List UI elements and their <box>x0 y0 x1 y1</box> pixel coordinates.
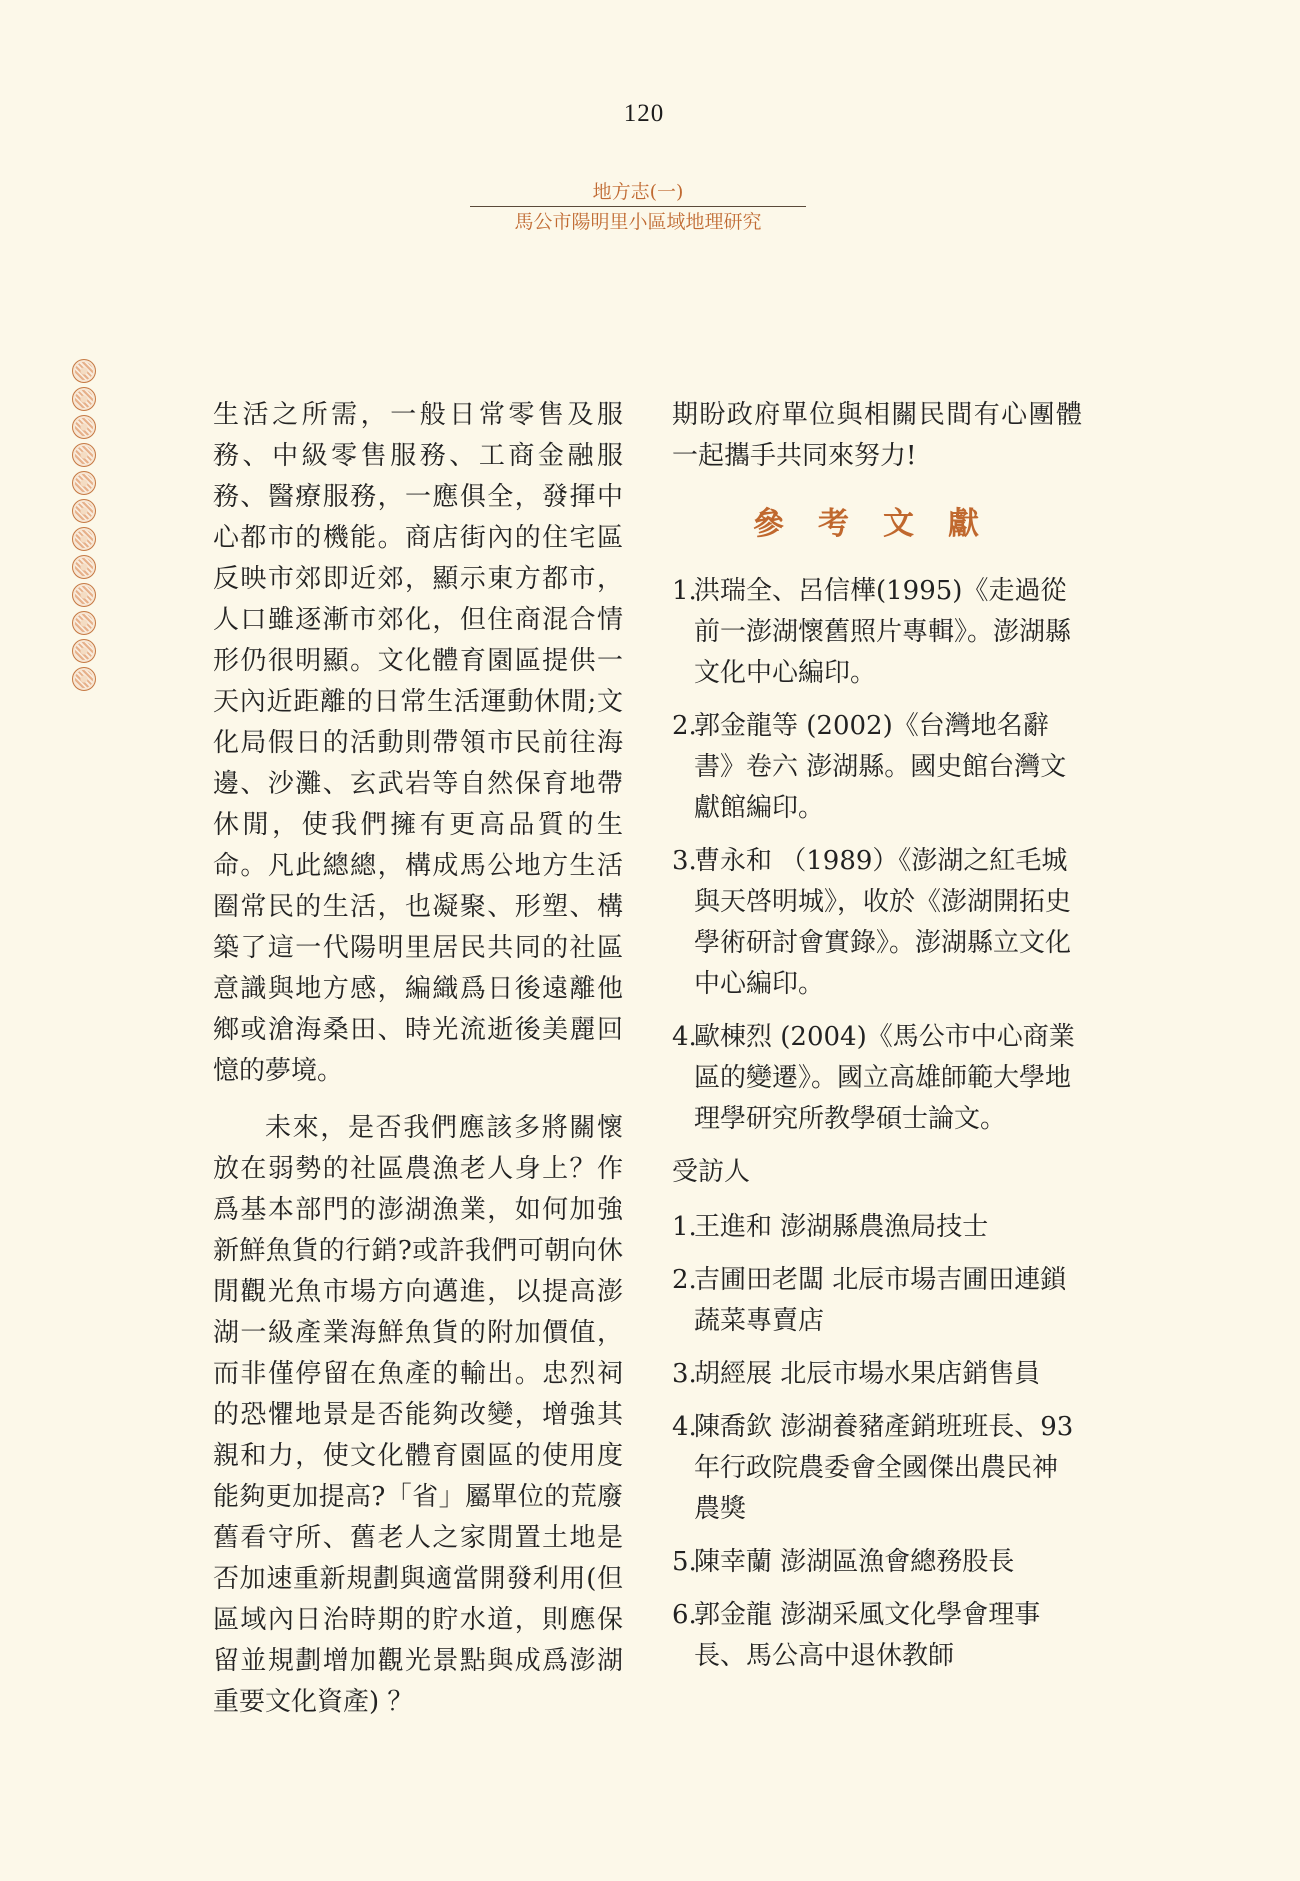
references-heading: 參考文獻 <box>753 506 1013 542</box>
body-paragraph-1: 生活之所需，一般日常零售及服務、中級零售服務、工商金融服務、醫療服務，一應俱全，發揮中心都市的機能。商店街內的住宅區反映市郊即近郊，顯示東方都市，人口雖逐漸市郊化，但住商混合情形仍很明顯。文化體育園區提供一天內近距離的日常生活運動休閒;文化局假日的活動則帶領市民前往海邊、沙灘、玄武岩等自然保育地帶休閒，使我們擁有更高品質的生命。凡此總總，構成馬公地方生活圈常民的生活，也凝聚、形塑、構築了這一代陽明里居民共同的社區意識與地方感，編織爲日後遠離他鄉或滄海桑田、時光流逝後美麗回憶的夢境。 <box>213 400 623 1086</box>
interviewee-number: 6. <box>672 1600 697 1630</box>
right-column <box>672 395 1082 1689</box>
interviewee-number: 2. <box>672 1265 697 1295</box>
decorative-coin-border <box>72 359 102 695</box>
interviewee-text: 吉圃田老闆 北辰市場吉圃田連鎖蔬菜專賣店 <box>694 1265 1067 1336</box>
ornament-coin-icon <box>72 555 96 579</box>
interviewee-number: 4. <box>672 1412 697 1442</box>
reference-text: 歐棟烈 (2004)《馬公市中心商業區的變遷》。國立高雄師範大學地理學研究所教學碩士論文。 <box>694 1022 1075 1134</box>
ornament-coin-icon <box>72 387 96 411</box>
interviewee-item <box>672 1542 1082 1583</box>
reference-number: 2. <box>672 711 697 741</box>
ornament-coin-icon <box>72 527 96 551</box>
reference-text: 曹永和 （1989）《澎湖之紅毛城與天啓明城》，收於《澎湖開拓史學術研討會實錄》。澎湖縣立文化中心編印。 <box>694 846 1072 999</box>
interviewee-text: 陳幸蘭 澎湖區漁會總務股長 <box>694 1547 1015 1577</box>
reference-item <box>672 1017 1082 1140</box>
reference-text: 郭金龍等 (2002)《台灣地名辭書》卷六 澎湖縣。國史館台灣文獻館編印。 <box>694 711 1067 823</box>
references-list <box>672 571 1082 1140</box>
reference-item <box>672 841 1082 1005</box>
ornament-coin-icon <box>72 359 96 383</box>
ornament-coin-icon <box>72 443 96 467</box>
reference-number: 4. <box>672 1022 697 1052</box>
interviewee-text: 胡經展 北辰市場水果店銷售員 <box>694 1359 1041 1389</box>
interviewee-number: 3. <box>672 1359 697 1389</box>
running-header <box>470 180 806 234</box>
ornament-coin-icon <box>72 415 96 439</box>
ornament-coin-icon <box>72 583 96 607</box>
left-column <box>213 395 623 1723</box>
interviewee-item <box>672 1260 1082 1342</box>
reference-text: 洪瑞全、呂信樺(1995)《走過從前一澎湖懷舊照片專輯》。澎湖縣文化中心編印。 <box>694 576 1072 688</box>
interviewee-text: 陳喬欽 澎湖養豬產銷班班長、93年行政院農委會全國傑出農民神農獎 <box>694 1412 1074 1524</box>
ornament-coin-icon <box>72 611 96 635</box>
interviewee-text: 王進和 澎湖縣農漁局技士 <box>694 1212 989 1242</box>
continuation-paragraph: 期盼政府單位與相關民間有心團體一起攜手共同來努力! <box>672 400 1082 471</box>
ornament-coin-icon <box>72 667 96 691</box>
interviewee-item <box>672 1407 1082 1530</box>
reference-number: 3. <box>672 846 697 876</box>
interviewees-list <box>672 1207 1082 1677</box>
interviewee-number: 5. <box>672 1547 697 1577</box>
header-rule <box>470 206 806 207</box>
reference-number: 1. <box>672 576 697 606</box>
reference-item <box>672 571 1082 694</box>
article-subtitle: 馬公市陽明里小區域地理研究 <box>514 211 762 233</box>
series-title: 地方志(一) <box>592 181 684 203</box>
interviewee-item <box>672 1595 1082 1677</box>
interviewee-item <box>672 1207 1082 1248</box>
interviewee-text: 郭金龍 澎湖采風文化學會理事長、馬公高中退休教師 <box>694 1600 1041 1671</box>
ornament-coin-icon <box>72 639 96 663</box>
ornament-coin-icon <box>72 499 96 523</box>
reference-item <box>672 706 1082 829</box>
interviewees-heading: 受訪人 <box>672 1157 751 1187</box>
ornament-coin-icon <box>72 471 96 495</box>
interviewee-item <box>672 1354 1082 1395</box>
body-paragraph-2: 未來，是否我們應該多將關懷放在弱勢的社區農漁老人身上？作爲基本部門的澎湖漁業，如何加強新鮮魚貨的行銷?或許我們可朝向休閒觀光魚市場方向邁進，以提高澎湖一級產業海鮮魚貨的附加價值，而非僅停留在魚產的輸出。忠烈祠的恐懼地景是否能夠改變，增強其親和力，使文化體育園區的使用度能夠更加提高?「省」屬單位的荒廢舊看守所、舊老人之家閒置土地是否加速重新規劃與適當開發利用(但區域內日治時期的貯水道，則應保留並規劃增加觀光景點與成爲澎湖重要文化資產) ？ <box>213 1113 623 1717</box>
page-number: 120 <box>623 100 665 127</box>
interviewee-number: 1. <box>672 1212 697 1242</box>
